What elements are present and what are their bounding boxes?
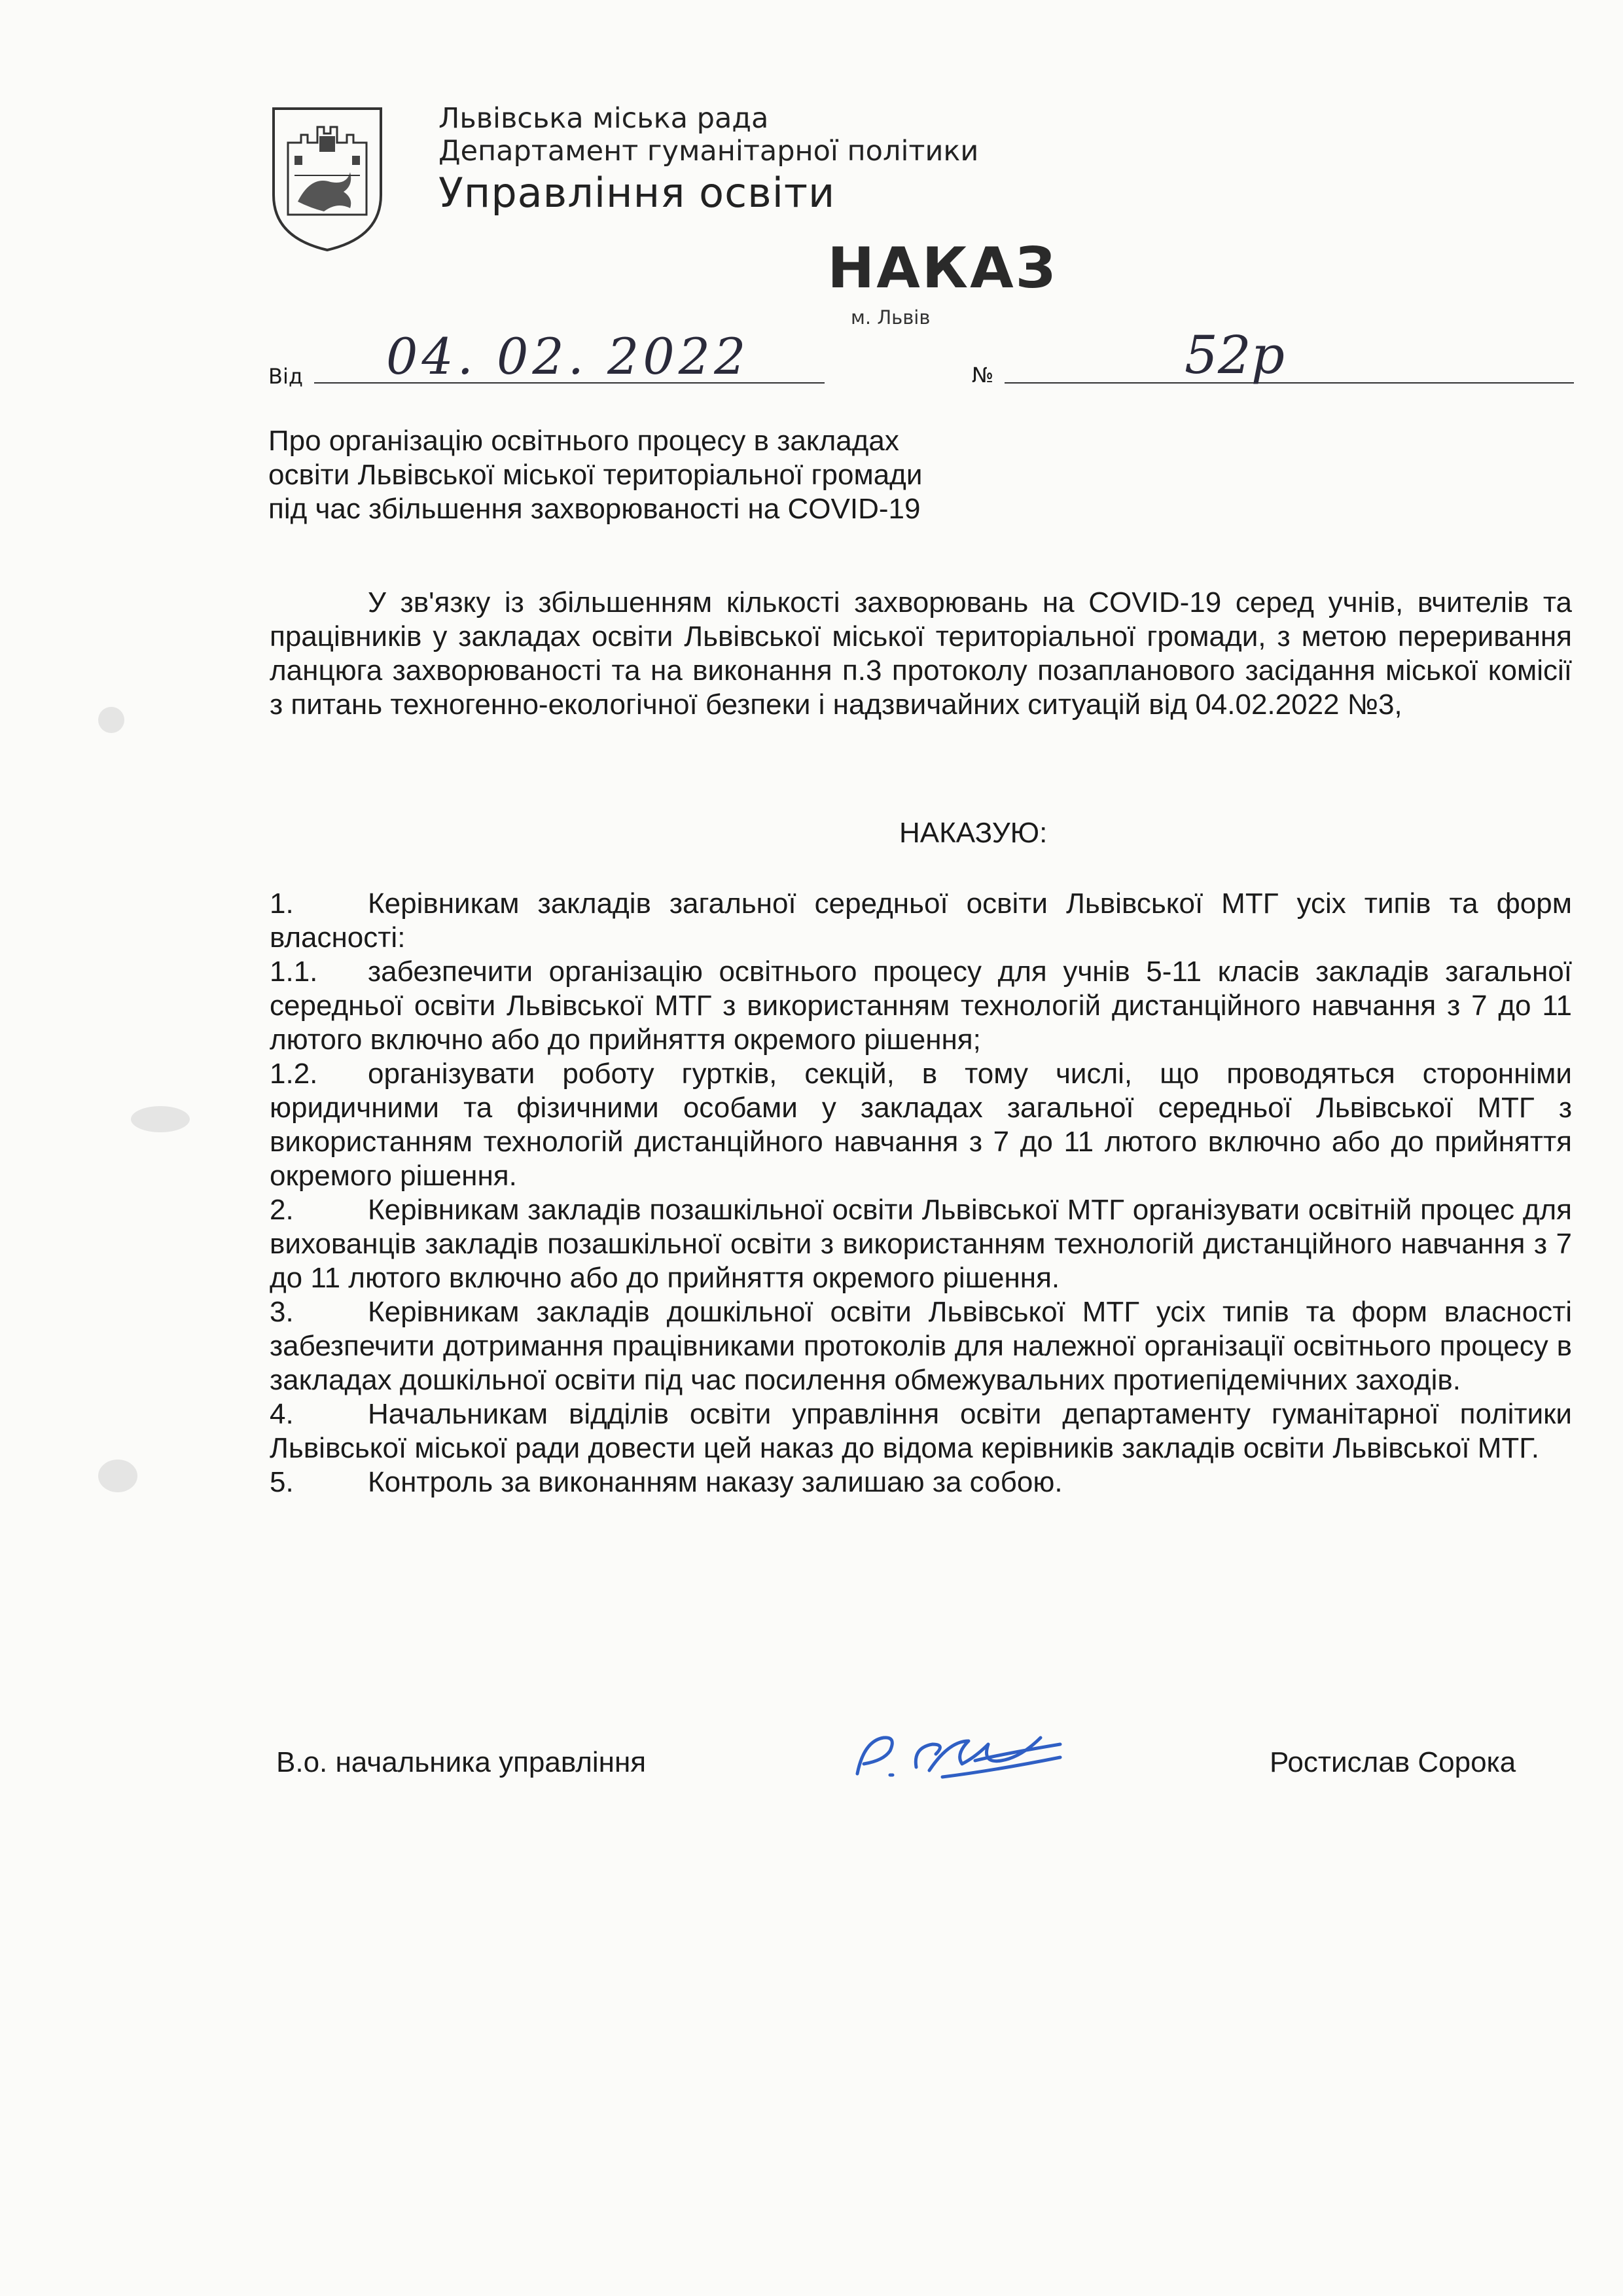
handwritten-number: 52р [1185,325,1285,386]
item-text: Керівникам закладів дошкільної освіти Львівської МТГ усіх типів та форм власності забезпечити дотримання працівниками протоколів для належної організації освітнього процесу в закладах дошкільної освіти під час посилення обмежувальних протиепідемічних заходів. [270,1296,1572,1396]
subject-line: Про організацію освітнього процесу в закладах [268,425,899,457]
item-number: 3. [270,1296,294,1328]
item-number: 5. [270,1466,294,1498]
item-number: 1. [270,888,294,920]
order-item [270,1057,1572,1193]
lviv-coat-of-arms-icon [268,103,386,254]
scan-speck [131,1106,190,1132]
department-name: Департамент гуманітарної політики [438,135,979,168]
document-city: м. Львів [851,306,931,329]
number-underline [1005,382,1574,384]
signatory-name: Ростислав Сорока [1270,1746,1516,1778]
scan-speck [98,707,124,733]
subject-line: освіти Львівської міської територіальної громади [268,459,923,491]
item-text: Керівникам закладів позашкільної освіти Львівської МТГ організувати освітній процес для вихованців закладів позашкільної освіти з використанням технологій дистанційного навчання з 7 до 11 лютого включно або до прийняття окремого рішення. [270,1194,1572,1294]
subject-line: під час збільшення захворюваності на COVID-19 [268,493,921,525]
number-label: № [972,363,994,387]
item-text: Контроль за виконанням наказу залишаю за собою. [368,1466,1063,1498]
date-label: Від [268,364,303,389]
item-text: забезпечити організацію освітнього процесу для учнів 5-11 класів закладів загальної середньої освіти Львівської МТГ з використанням технологій дистанційного навчання з 7 до 11 лютого включно або до прийняття окремого рішення; [270,956,1572,1056]
document-subject [268,424,1054,526]
order-item [270,1193,1572,1295]
order-item [270,955,1572,1057]
item-number: 1.2. [270,1058,318,1090]
item-number: 1.1. [270,956,318,988]
signatory-position: В.о. начальника управління [276,1746,647,1778]
office-name: Управління освіти [438,169,836,217]
item-text: Начальникам відділів освіти управління освіти департаменту гуманітарної політики Львівської міської ради довести цей наказ до відома керівників закладів освіти Львівської МТГ. [270,1398,1572,1464]
handwritten-signature [844,1721,1080,1793]
item-number: 4. [270,1398,294,1430]
order-item [270,1295,1572,1397]
document-title: НАКАЗ [827,236,1058,301]
preamble-paragraph: У зв'язку із збільшенням кількості захворювань на COVID-19 серед учнів, вчителів та працівників у закладах освіти Львівської міської територіальної громади, з метою переривання ланцюга захворюваності та на виконання п.3 протоколу позапланового засідання міської комісії з питань техногенно-екологічної безпеки і надзвичайних ситуацій від 04.02.2022 №3, [270,586,1572,721]
order-item [270,1465,1572,1499]
council-name: Львівська міська рада [438,102,769,135]
scan-speck [98,1460,137,1492]
order-item [270,1397,1572,1465]
item-text: Керівникам закладів загальної середньої освіти Львівської МТГ усіх типів та форм власності: [270,888,1572,954]
item-number: 2. [270,1194,294,1226]
order-items [270,887,1572,1499]
order-heading: НАКАЗУЮ: [899,817,1048,849]
handwritten-date: 04. 02. 2022 [386,327,750,386]
order-item [270,887,1572,955]
item-text: організувати роботу гуртків, секцій, в тому числі, що проводяться сторонніми юридичними та фізичними особами у закладах загальної середньої Львівської МТГ з використанням технологій дистанційного навчання з 7 до 11 лютого включно або до прийняття окремого рішення. [270,1058,1572,1192]
